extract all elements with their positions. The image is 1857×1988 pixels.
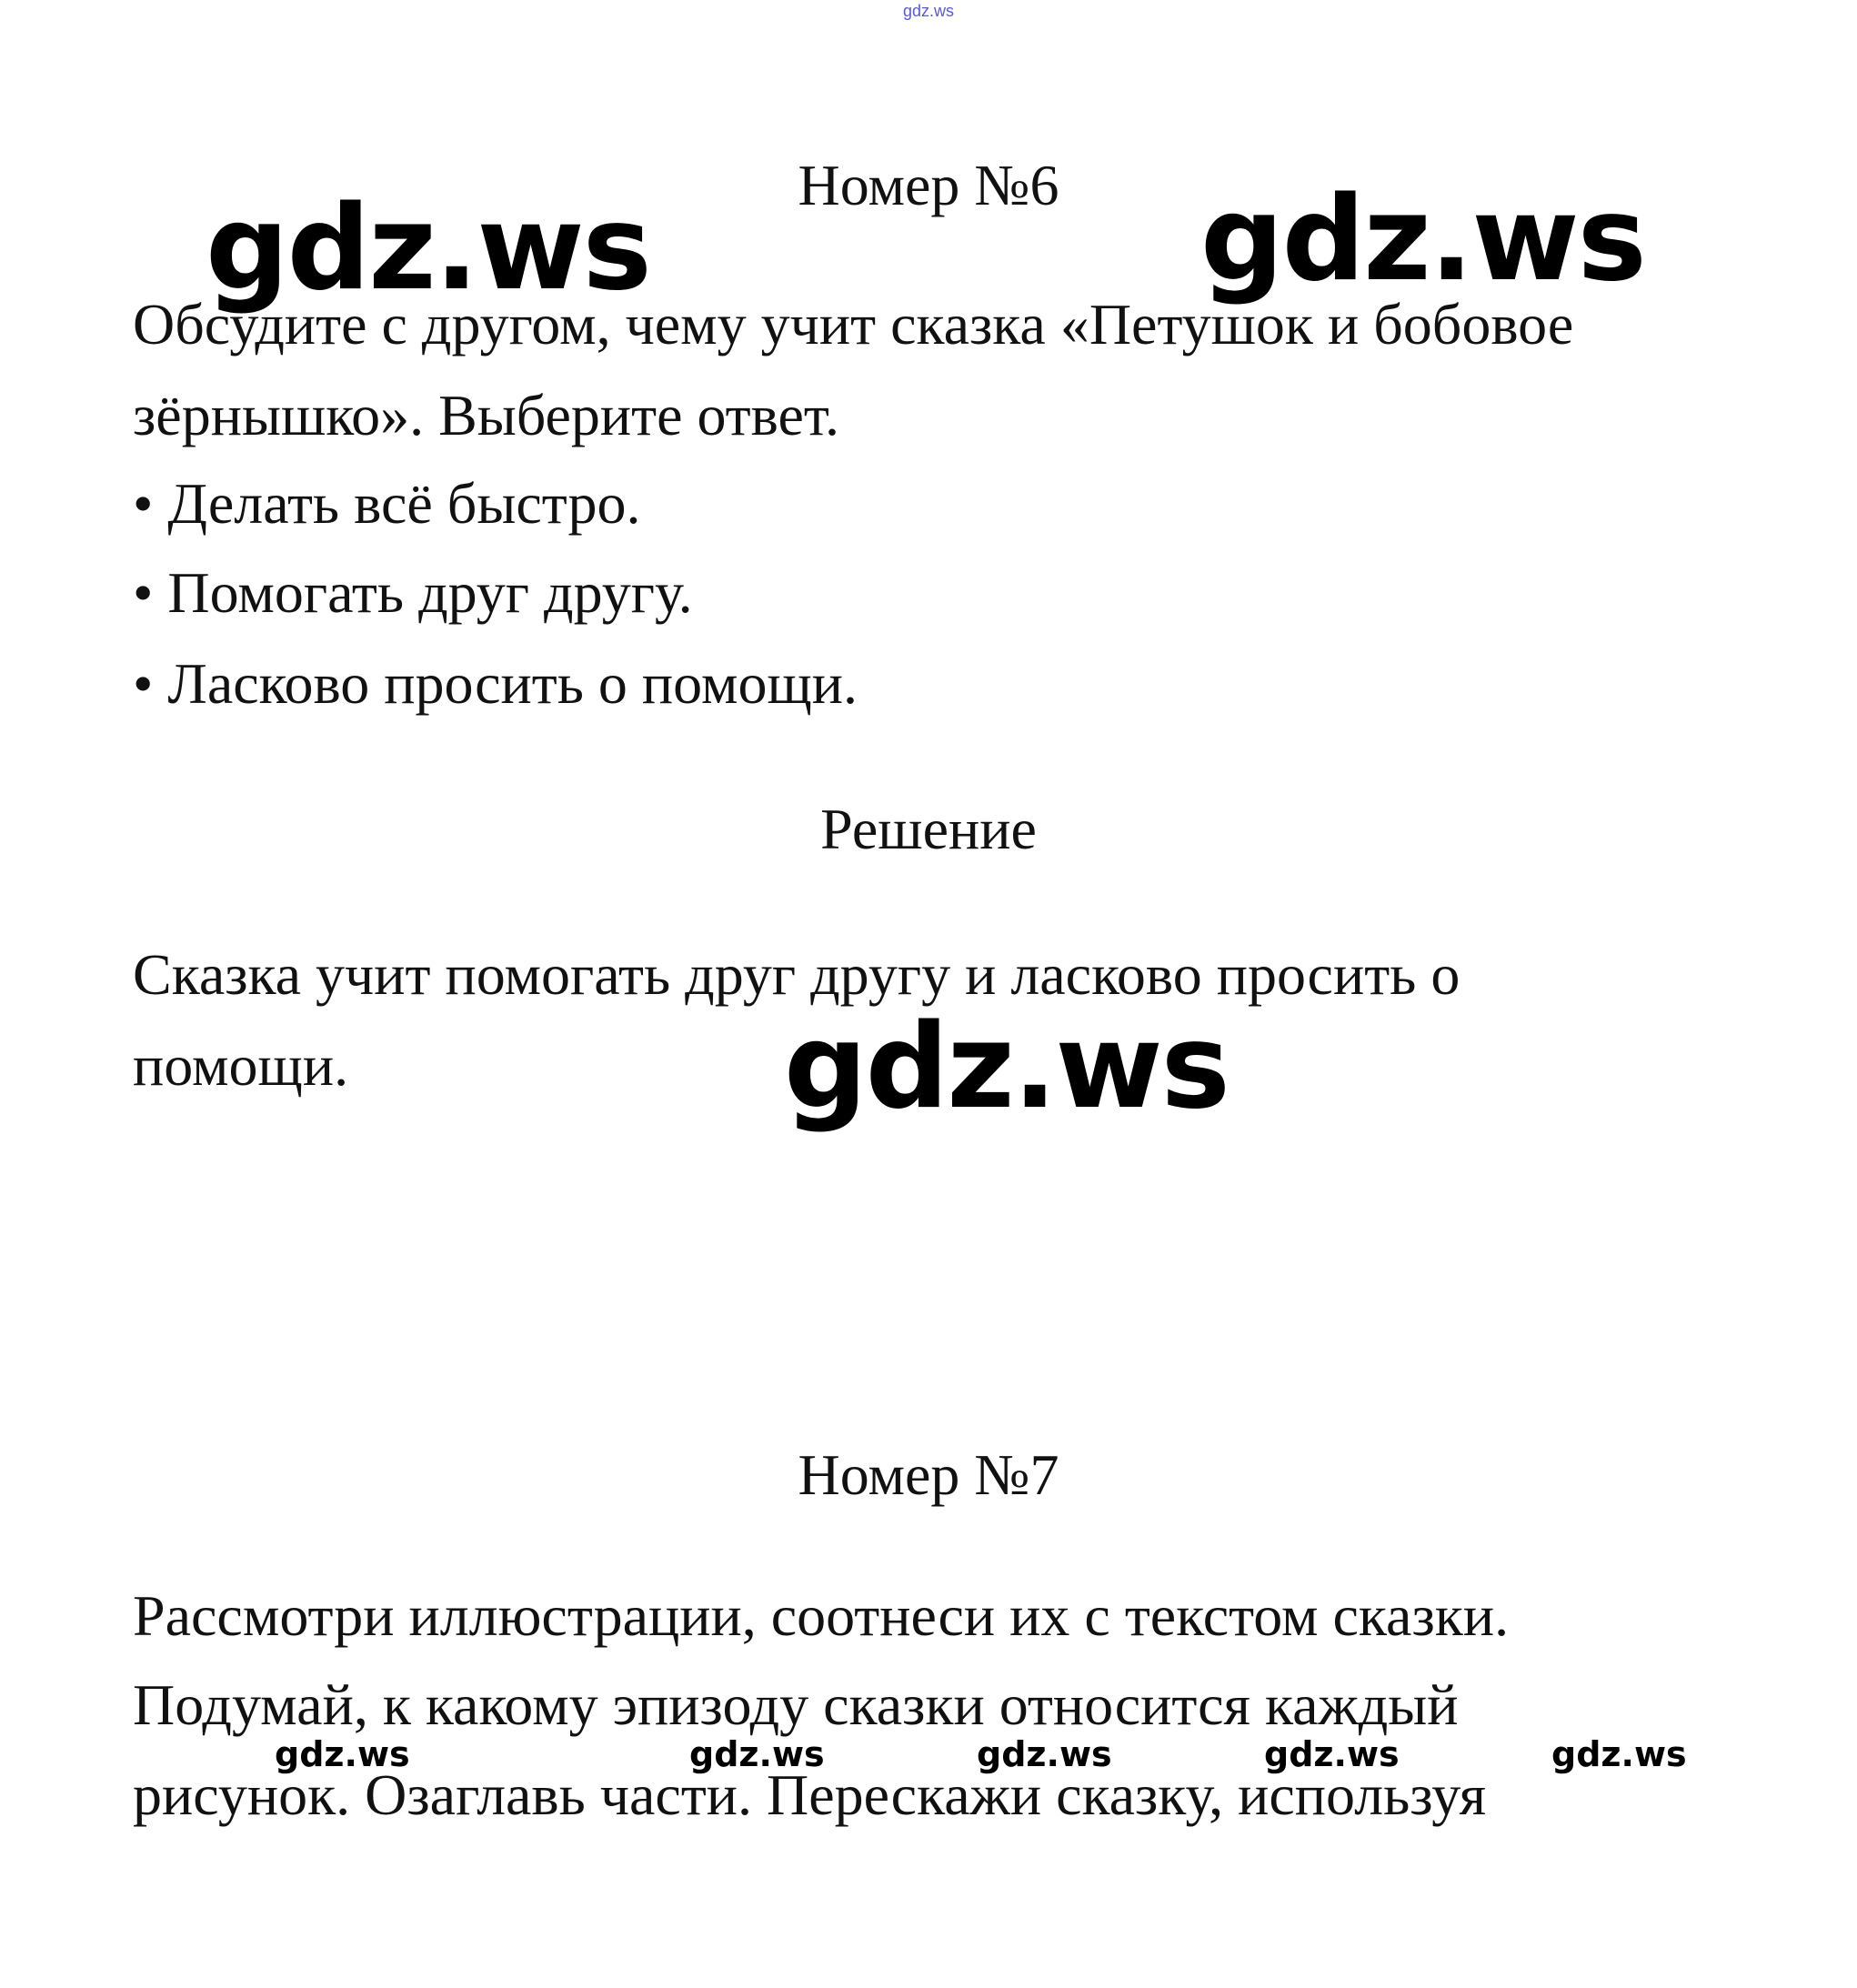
task7-line3: рисунок. Озаглавь части. Перескажи сказку, используя: [133, 1762, 1487, 1827]
task6-question-line1: Обсудите с другом, чему учит сказка «Петушок и бобовое: [133, 292, 1574, 356]
task6-option-1: • Делать всё быстро.: [133, 471, 641, 536]
watermark-large-3: gdz.ws: [784, 999, 1229, 1135]
watermark-small-3: gdz.ws: [977, 1734, 1112, 1774]
watermark-large-2: gdz.ws: [1200, 172, 1645, 307]
watermark-small-4: gdz.ws: [1264, 1734, 1400, 1774]
task6-question-line2: зёрнышко». Выберите ответ.: [133, 383, 840, 447]
task6-option-3: • Ласково просить о помощи.: [133, 651, 858, 716]
task7-heading: Номер №7: [798, 1442, 1059, 1507]
task6-option-2: • Помогать друг другу.: [133, 560, 693, 625]
watermark-small-5: gdz.ws: [1551, 1734, 1687, 1774]
task6-heading: Номер №6: [798, 153, 1059, 217]
site-mark-top: gdz.ws: [902, 2, 955, 20]
watermark-small-2: gdz.ws: [689, 1734, 825, 1774]
solution-line1: Сказка учит помогать друг другу и ласково просить о: [133, 942, 1461, 1007]
solution-heading: Решение: [820, 797, 1037, 861]
task7-line1: Рассмотри иллюстрации, соотнеси их с текстом сказки.: [133, 1583, 1510, 1648]
watermark-small-1: gdz.ws: [275, 1734, 410, 1774]
task7-line2: Подумай, к какому эпизоду сказки относится каждый: [133, 1672, 1459, 1737]
solution-line2: помощи.: [133, 1033, 349, 1098]
watermark-large-1: gdz.ws: [206, 181, 650, 316]
